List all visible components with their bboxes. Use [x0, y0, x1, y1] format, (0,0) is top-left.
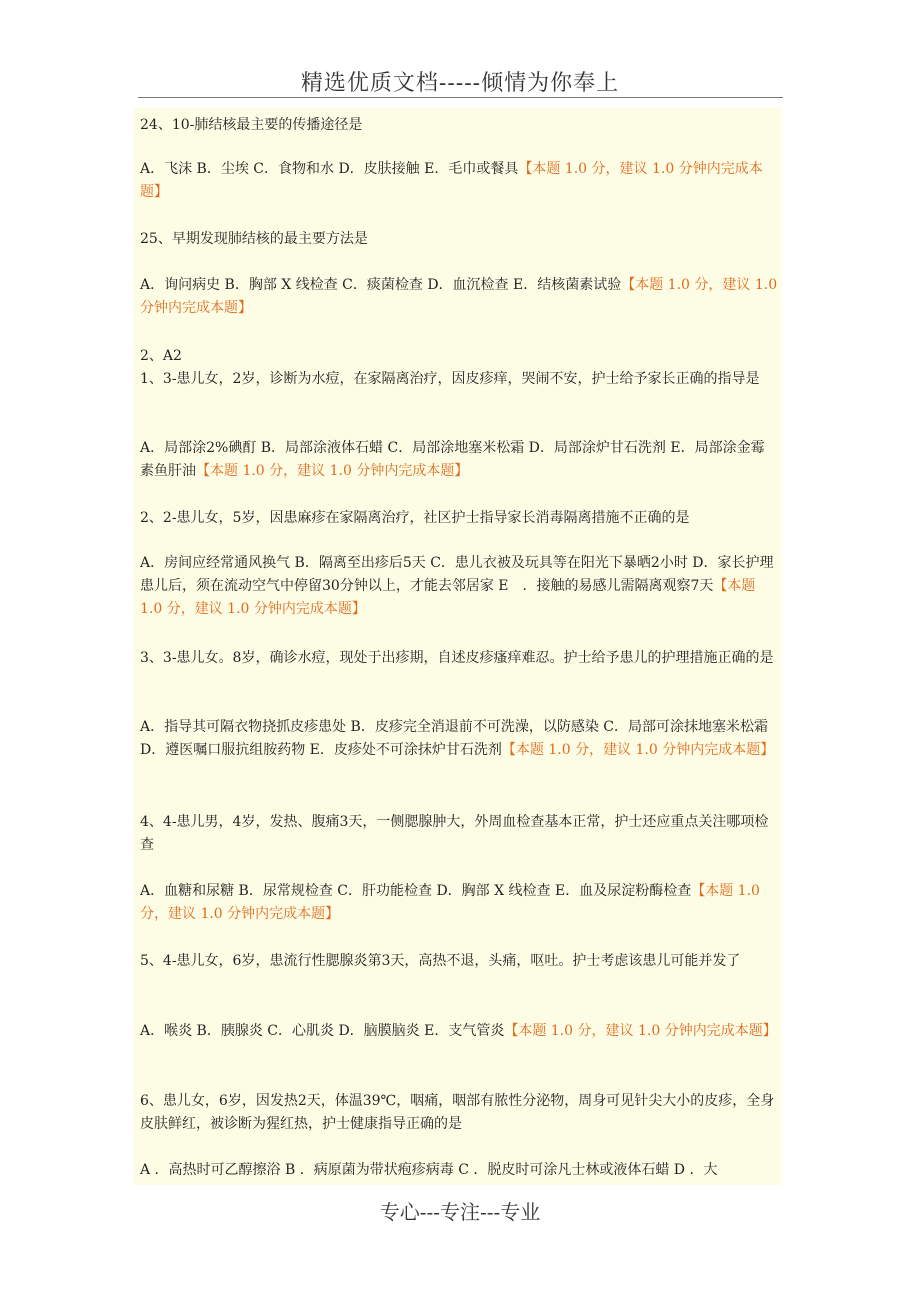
question-a2-2: 2、2-患儿女，5岁，因患麻疹在家隔离治疗，社区护士指导家长消毒隔离措施不正确的是	[140, 510, 690, 526]
document-body	[134, 108, 782, 1185]
options-a2-1: A．局部涂2%碘酊 B．局部涂液体石蜡 C．局部涂地塞米松霜 D．局部涂炉甘石洗剂 E．局部涂金霉素鱼肝油【本题 1.0 分，建议 1.0 分钟内完成本题】	[140, 440, 765, 479]
question-a2-4: 4、4-患儿男，4岁，发热、腹痛3天，一侧腮腺肿大，外周血检查基本正常，护士还应重点关注哪项检查	[140, 814, 769, 853]
score-hint: 【本题 1.0 分，建议 1.0 分钟内完成本题】	[501, 742, 775, 758]
question-a2-1: 1、3-患儿女，2岁，诊断为水痘，在家隔离治疗，因皮疹痒，哭闹不安，护士给予家长正确的指导是	[140, 371, 760, 387]
score-hint: 【本题 1.0 分，建议 1.0 分钟内完成本题】	[140, 578, 756, 617]
question-25: 25、早期发现肺结核的最主要方法是	[140, 231, 368, 247]
score-hint: 【本题 1.0 分，建议 1.0 分钟内完成本题】	[140, 883, 760, 922]
options-a2-3: A．指导其可隔衣物挠抓皮疹患处 B．皮疹完全消退前不可洗澡，以防感染 C．局部可涂抹地塞米松霜 D．遵医嘱口服抗组胺药物 E．皮疹处不可涂抹炉甘石洗剂【本题 1.0 分，建议 1.0 分钟内完成本题】	[140, 719, 775, 758]
header-divider	[138, 97, 783, 98]
score-hint: 【本题 1.0 分，建议 1.0 分钟内完成本题】	[140, 161, 763, 200]
page-footer-text: 专心---专注---专业	[379, 1200, 541, 1224]
options-25: A．询问病史 B．胸部 X 线检查 C．痰菌检查 D．血沉检查 E．结核菌素试验【本题 1.0 分，建议 1.0 分钟内完成本题】	[140, 277, 778, 316]
question-a2-5: 5、4-患儿女，6岁，患流行性腮腺炎第3天，高热不退，头痛，呕吐。护士考虑该患儿可能并发了	[140, 953, 741, 969]
question-a2-3: 3、3-患儿女。8岁，确诊水痘，现处于出疹期，自述皮疹瘙痒难忍。护士给予患儿的护理措施正确的是	[140, 650, 774, 666]
score-hint: 【本题 1.0 分，建议 1.0 分钟内完成本题】	[140, 277, 778, 316]
options-24: A．飞沫 B．尘埃 C．食物和水 D．皮肤接触 E．毛巾或餐具【本题 1.0 分，建议 1.0 分钟内完成本题】	[140, 161, 763, 200]
score-hint: 【本题 1.0 分，建议 1.0 分钟内完成本题】	[196, 463, 469, 479]
question-a2-6: 6、患儿女，6岁，因发热2天，体温39℃，咽痛，咽部有脓性分泌物，周身可见针尖大小的皮疹，全身皮肤鲜红，被诊断为猩红热，护士健康指导正确的是	[140, 1093, 775, 1132]
section-heading-a2: 2、A2	[140, 348, 182, 364]
options-a2-2: A．房间应经常通风换气 B．隔离至出疹后5天 C．患儿衣被及玩具等在阳光下暴晒2小时 D．家长护理患儿后，须在流动空气中停留30分钟以上，才能去邻居家 E ．接触的易感儿需隔离观察7天【本题 1.0 分，建议 1.0 分钟内完成本题】	[140, 555, 774, 617]
score-hint: 【本题 1.0 分，建议 1.0 分钟内完成本题】	[504, 1023, 777, 1039]
options-a2-4: A．血糖和尿糖 B．尿常规检查 C．肝功能检查 D．胸部 X 线检查 E．血及尿淀粉酶检查【本题 1.0 分，建议 1.0 分钟内完成本题】	[140, 883, 760, 922]
page-header-title: 精选优质文档-----倾情为你奉上	[300, 71, 620, 96]
options-a2-5: A．喉炎 B．胰腺炎 C．心肌炎 D．脑膜脑炎 E．支气管炎【本题 1.0 分，建议 1.0 分钟内完成本题】	[140, 1023, 777, 1039]
question-24: 24、10-肺结核最主要的传播途径是	[140, 117, 363, 133]
options-a2-6: A ．高热时可乙醇擦浴 B ．病原菌为带状疱疹病毒 C ．脱皮时可涂凡士林或液体石蜡 D ．大	[140, 1162, 718, 1178]
